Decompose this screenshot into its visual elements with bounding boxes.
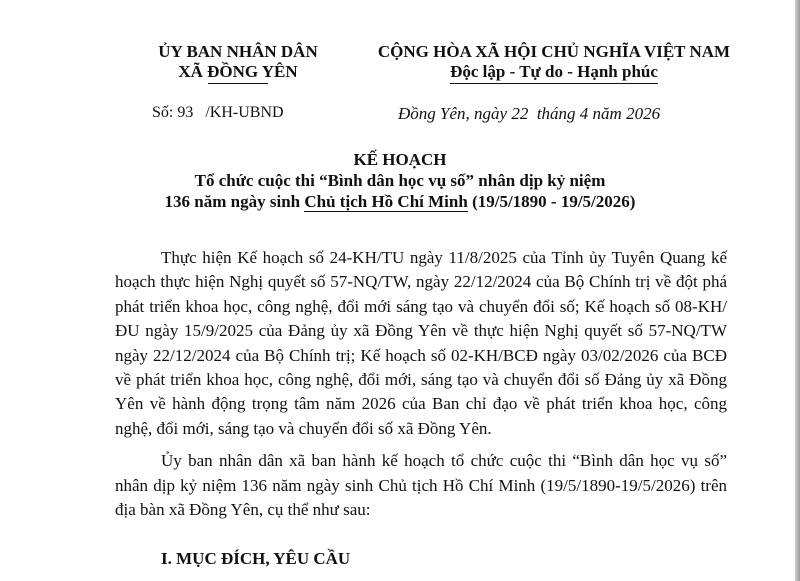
national-motto: Độc lập - Tự do - Hạnh phúc	[450, 62, 658, 81]
title-line2-suffix: (19/5/1890 - 19/5/2026)	[467, 192, 636, 211]
title-line1: Tổ chức cuộc thi “Bình dân học vụ số” nhân dịp kỷ niệm	[194, 171, 606, 190]
agency-name-line2	[178, 62, 297, 82]
national-heading	[350, 42, 758, 82]
issuing-agency	[122, 42, 354, 82]
document-body	[115, 246, 727, 522]
agency-name-line1: ỦY BAN NHÂN DÂN	[158, 42, 318, 61]
body-paragraph-2: Ủy ban nhân dân xã ban hành kế hoạch tổ chức cuộc thi “Bình dân học vụ số” nhân dịp kỷ niệm 136 năm ngày sinh Chủ tịch Hồ Chí Minh (19/5/1890-19/5/2026) trên địa bàn xã Đồng Yên, cụ thể như sau:	[115, 451, 727, 520]
title-line2-prefix: 136 năm ngày sinh	[164, 192, 305, 211]
document-number: Số: 93 /KH-UBND	[152, 104, 284, 121]
agency-commune: XÃ ĐỒNG YÊN	[178, 62, 298, 81]
section-heading-1: I. MỤC ĐÍCH, YÊU CẦU	[161, 549, 351, 568]
page-edge-shadow	[795, 0, 800, 581]
body-paragraph-1: Thực hiện Kế hoạch số 24-KH/TU ngày 11/8/2025 của Tỉnh ủy Tuyên Quang kế hoạch thực hiện Nghị quyết số 57-NQ/TW, ngày 22/12/2024 của Bộ Chính trị về đột phá phát triển khoa học, công nghệ, đổi mới sáng tạo và chuyển đổi số; Kế hoạch số 08-KH/ĐU ngày 15/9/2025 của Đảng ủy xã Đồng Yên về thực hiện Nghị quyết số 57-NQ/TW ngày 22/12/2024 của Bộ Chính trị; Kế hoạch số 02-KH/BCĐ ngày 03/02/2026 của BCĐ về phát triển khoa học, công nghệ, đổi mới, sáng tạo và chuyển đổi số Đảng ủy xã Đồng Yên về hành động trọng tâm năm 2026 của Ban chỉ đạo về phát triển khoa học, công nghệ, đổi mới, sáng tạo và chuyển đổi số xã Đồng Yên.	[115, 248, 727, 438]
title-line2-highlight: Chủ tịch Hồ Chí Minh	[304, 192, 468, 211]
agency-underline	[208, 83, 267, 84]
motto-underline	[450, 83, 658, 84]
nation-name: CỘNG HÒA XÃ HỘI CHỦ NGHĨA VIỆT NAM	[377, 42, 731, 61]
document-type: KẾ HOẠCH	[353, 150, 447, 169]
title-line2	[0, 191, 800, 212]
document-title	[0, 149, 800, 212]
national-motto-wrap	[450, 62, 658, 82]
place-and-date: Đồng Yên, ngày 22 tháng 4 năm 2026	[398, 104, 661, 123]
